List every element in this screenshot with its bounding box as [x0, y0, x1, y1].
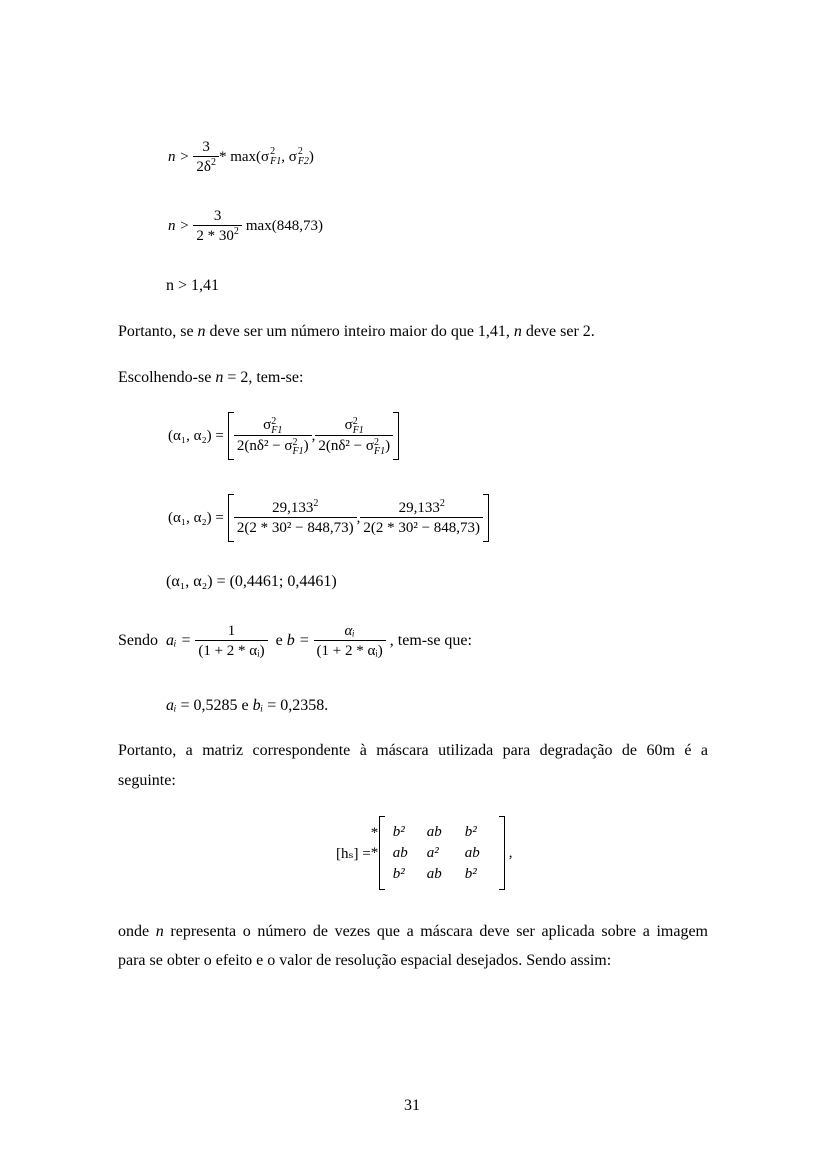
eq7-b-num: αᵢ: [344, 623, 355, 639]
para2-pre: Escolhendo-se: [118, 369, 216, 386]
eq4-den1-sup: 2: [292, 436, 298, 448]
eq4-bracket: [228, 412, 399, 460]
paragraph-n-meaning-line1: [118, 922, 708, 942]
para4-n: n: [155, 923, 164, 940]
eq1-numerator: 3: [202, 139, 210, 155]
eq5-separator: ,: [356, 509, 361, 526]
matrix-stars: [370, 824, 379, 862]
eq5-num2-text: 29,133: [398, 500, 440, 516]
paragraph-n-meaning-line2: para se obter o efeito e o valor de resolução espacial desejados. Sendo assim:: [118, 952, 612, 969]
eq5-num2-sup: 2: [439, 498, 445, 509]
eq7-mid: e: [275, 632, 283, 649]
equation-n-inequality-general: [168, 138, 314, 176]
eq7-b-den: (1 + 2 * αᵢ): [314, 640, 386, 660]
eq2-lhs: n >: [168, 217, 190, 234]
eq5-den2: 2(2 * 30² − 848,73): [360, 517, 483, 537]
eq2-denominator: [193, 225, 242, 245]
eq4-den2-sub: F1: [373, 445, 386, 457]
eq4-num1: [260, 416, 285, 435]
equation-a-b-values: [166, 696, 328, 716]
eq5-num1-sup: 2: [313, 498, 319, 509]
eq7-b-fraction: [314, 622, 386, 660]
eq4-right-bracket: [393, 412, 399, 460]
eq8-a: aᵢ: [166, 697, 177, 714]
eq4-num2-scripts: [353, 417, 364, 435]
eq4-num1-sup: 2: [271, 416, 277, 427]
page-number: 31: [404, 1097, 420, 1114]
eq4-num1-sub: F1: [271, 425, 283, 436]
eq4-den2-text: 2(nδ² − σ: [318, 438, 374, 454]
eq4-num1-scripts: [271, 417, 282, 435]
eq4-den1-scripts: [293, 438, 304, 456]
eq8-b: bᵢ: [252, 697, 264, 714]
matrix-cell: a²: [426, 844, 439, 861]
eq1-rest: * max(σ: [218, 148, 270, 165]
matrix-cell: ab: [464, 844, 480, 861]
eq8-aval: = 0,5285 e: [176, 697, 253, 714]
eq4-den2-scripts: [374, 438, 385, 456]
eq5-fraction-2: [360, 499, 483, 537]
eq7-b-lhs: b =: [286, 632, 310, 649]
eq1-s2-sub: F2: [297, 156, 309, 167]
eq8-bval: = 0,2358.: [263, 697, 329, 714]
eq4-lhs: (α₁, α₂) =: [168, 427, 224, 444]
matrix-right-bracket: [499, 816, 505, 890]
eq5-lhs: (α₁, α₂) =: [168, 509, 224, 526]
eq1-denominator: [193, 156, 219, 176]
para1-mid: deve ser um número inteiro maior do que 1,41,: [205, 323, 514, 340]
eq2-numerator: 3: [213, 208, 222, 224]
eq1-s1-scripts: [270, 147, 281, 167]
equation-alpha-result: (α₁, α₂) = (0,4461; 0,4461): [166, 573, 337, 590]
eq2-fraction: [193, 207, 242, 245]
equation-mask-matrix: [336, 816, 513, 890]
eq4-den1-text: 2(nδ² − σ: [236, 438, 293, 454]
paragraph-n-integer: [118, 322, 595, 342]
eq5-num1-text: 29,133: [272, 500, 314, 516]
para2-post: = 2, tem-se:: [223, 369, 304, 386]
eq7-a-num: 1: [227, 623, 236, 639]
eq4-fraction-1: [234, 416, 312, 455]
para4-post: representa o número de vezes que a máscara deve ser aplicada sobre a imagem: [163, 923, 708, 940]
eq7-a-lhs: aᵢ =: [166, 632, 192, 649]
para1-n2: n: [513, 323, 522, 340]
eq4-den2-sup: 2: [373, 436, 379, 448]
eq1-den-sup: 2: [210, 157, 216, 168]
matrix-star-top: *: [370, 824, 379, 841]
eq7-post: , tem-se que:: [389, 632, 472, 649]
matrix-cell: b²: [392, 865, 405, 882]
matrix-grid: [385, 820, 499, 887]
eq7-a-fraction: [195, 622, 267, 660]
eq1-fraction: [193, 138, 219, 176]
equation-alpha-general: [168, 412, 399, 460]
eq4-separator: ,: [311, 427, 316, 444]
equation-alpha-numeric: [168, 494, 489, 542]
eq5-num1: [269, 499, 321, 517]
matrix-post: ,: [508, 844, 513, 861]
para4-pre: onde: [118, 923, 156, 940]
eq1-s1-sub: F1: [270, 156, 282, 167]
eq7-pre: Sendo: [118, 632, 158, 649]
paragraph-choose-n: [118, 368, 303, 388]
eq4-den1-sub: F1: [292, 445, 304, 457]
eq4-den2-close: ): [385, 438, 391, 454]
eq5-den1: 2(2 * 30² − 848,73): [234, 517, 357, 537]
matrix-cell: ab: [426, 823, 442, 840]
matrix-cell: b²: [464, 823, 477, 840]
eq4-num2-text: σ: [344, 417, 353, 434]
eq4-num2-sup: 2: [352, 416, 358, 427]
matrix-star: *: [370, 844, 379, 861]
eq4-den1-close: ): [303, 438, 309, 454]
eq1-s1-sup: 2: [270, 146, 276, 157]
para1-pre: Portanto, se: [118, 323, 198, 340]
eq2-rest: max(848,73): [245, 217, 323, 234]
matrix-bracket: [379, 816, 505, 890]
eq5-bracket: [228, 494, 489, 542]
eq4-den1: [234, 435, 312, 456]
eq2-den-text: 2 * 30: [196, 228, 234, 244]
eq4-num2-sub: F1: [352, 425, 364, 436]
eq5-num2: [396, 499, 448, 517]
matrix-lhs: [hₛ] =: [336, 845, 371, 862]
equation-n-result: n > 1,41: [166, 277, 220, 294]
eq1-s2-scripts: [298, 147, 309, 167]
eq4-num2: [342, 416, 367, 435]
eq5-fraction-1: [234, 499, 357, 537]
para2-n: n: [215, 369, 224, 386]
eq1-lhs: n >: [168, 148, 190, 165]
matrix-cell: ab: [392, 844, 408, 861]
eq1-comma: , σ: [281, 148, 297, 165]
equation-a-b-definition: [118, 622, 472, 660]
eq1-s2-sup: 2: [297, 146, 303, 157]
eq7-a-den: (1 + 2 * αᵢ): [195, 640, 267, 660]
matrix-cell: ab: [426, 865, 442, 882]
paragraph-matrix-intro-line2: seguinte:: [118, 772, 176, 789]
eq1-close: ): [308, 148, 314, 165]
matrix-cell: b²: [392, 823, 405, 840]
eq4-fraction-2: [315, 416, 393, 455]
eq4-num1-text: σ: [263, 417, 272, 434]
eq5-right-bracket: [483, 494, 489, 542]
eq2-den-sup: 2: [233, 226, 239, 237]
eq1-den-text: 2δ: [196, 159, 211, 175]
matrix-cell: b²: [464, 865, 477, 882]
equation-n-inequality-numeric: [168, 207, 323, 245]
paragraph-matrix-intro-line1: Portanto, a matriz correspondente à máscara utilizada para degradação de 60m é a: [118, 742, 708, 759]
eq4-den2: [315, 435, 393, 456]
para1-post: deve ser 2.: [521, 323, 595, 340]
para1-n: n: [197, 323, 206, 340]
